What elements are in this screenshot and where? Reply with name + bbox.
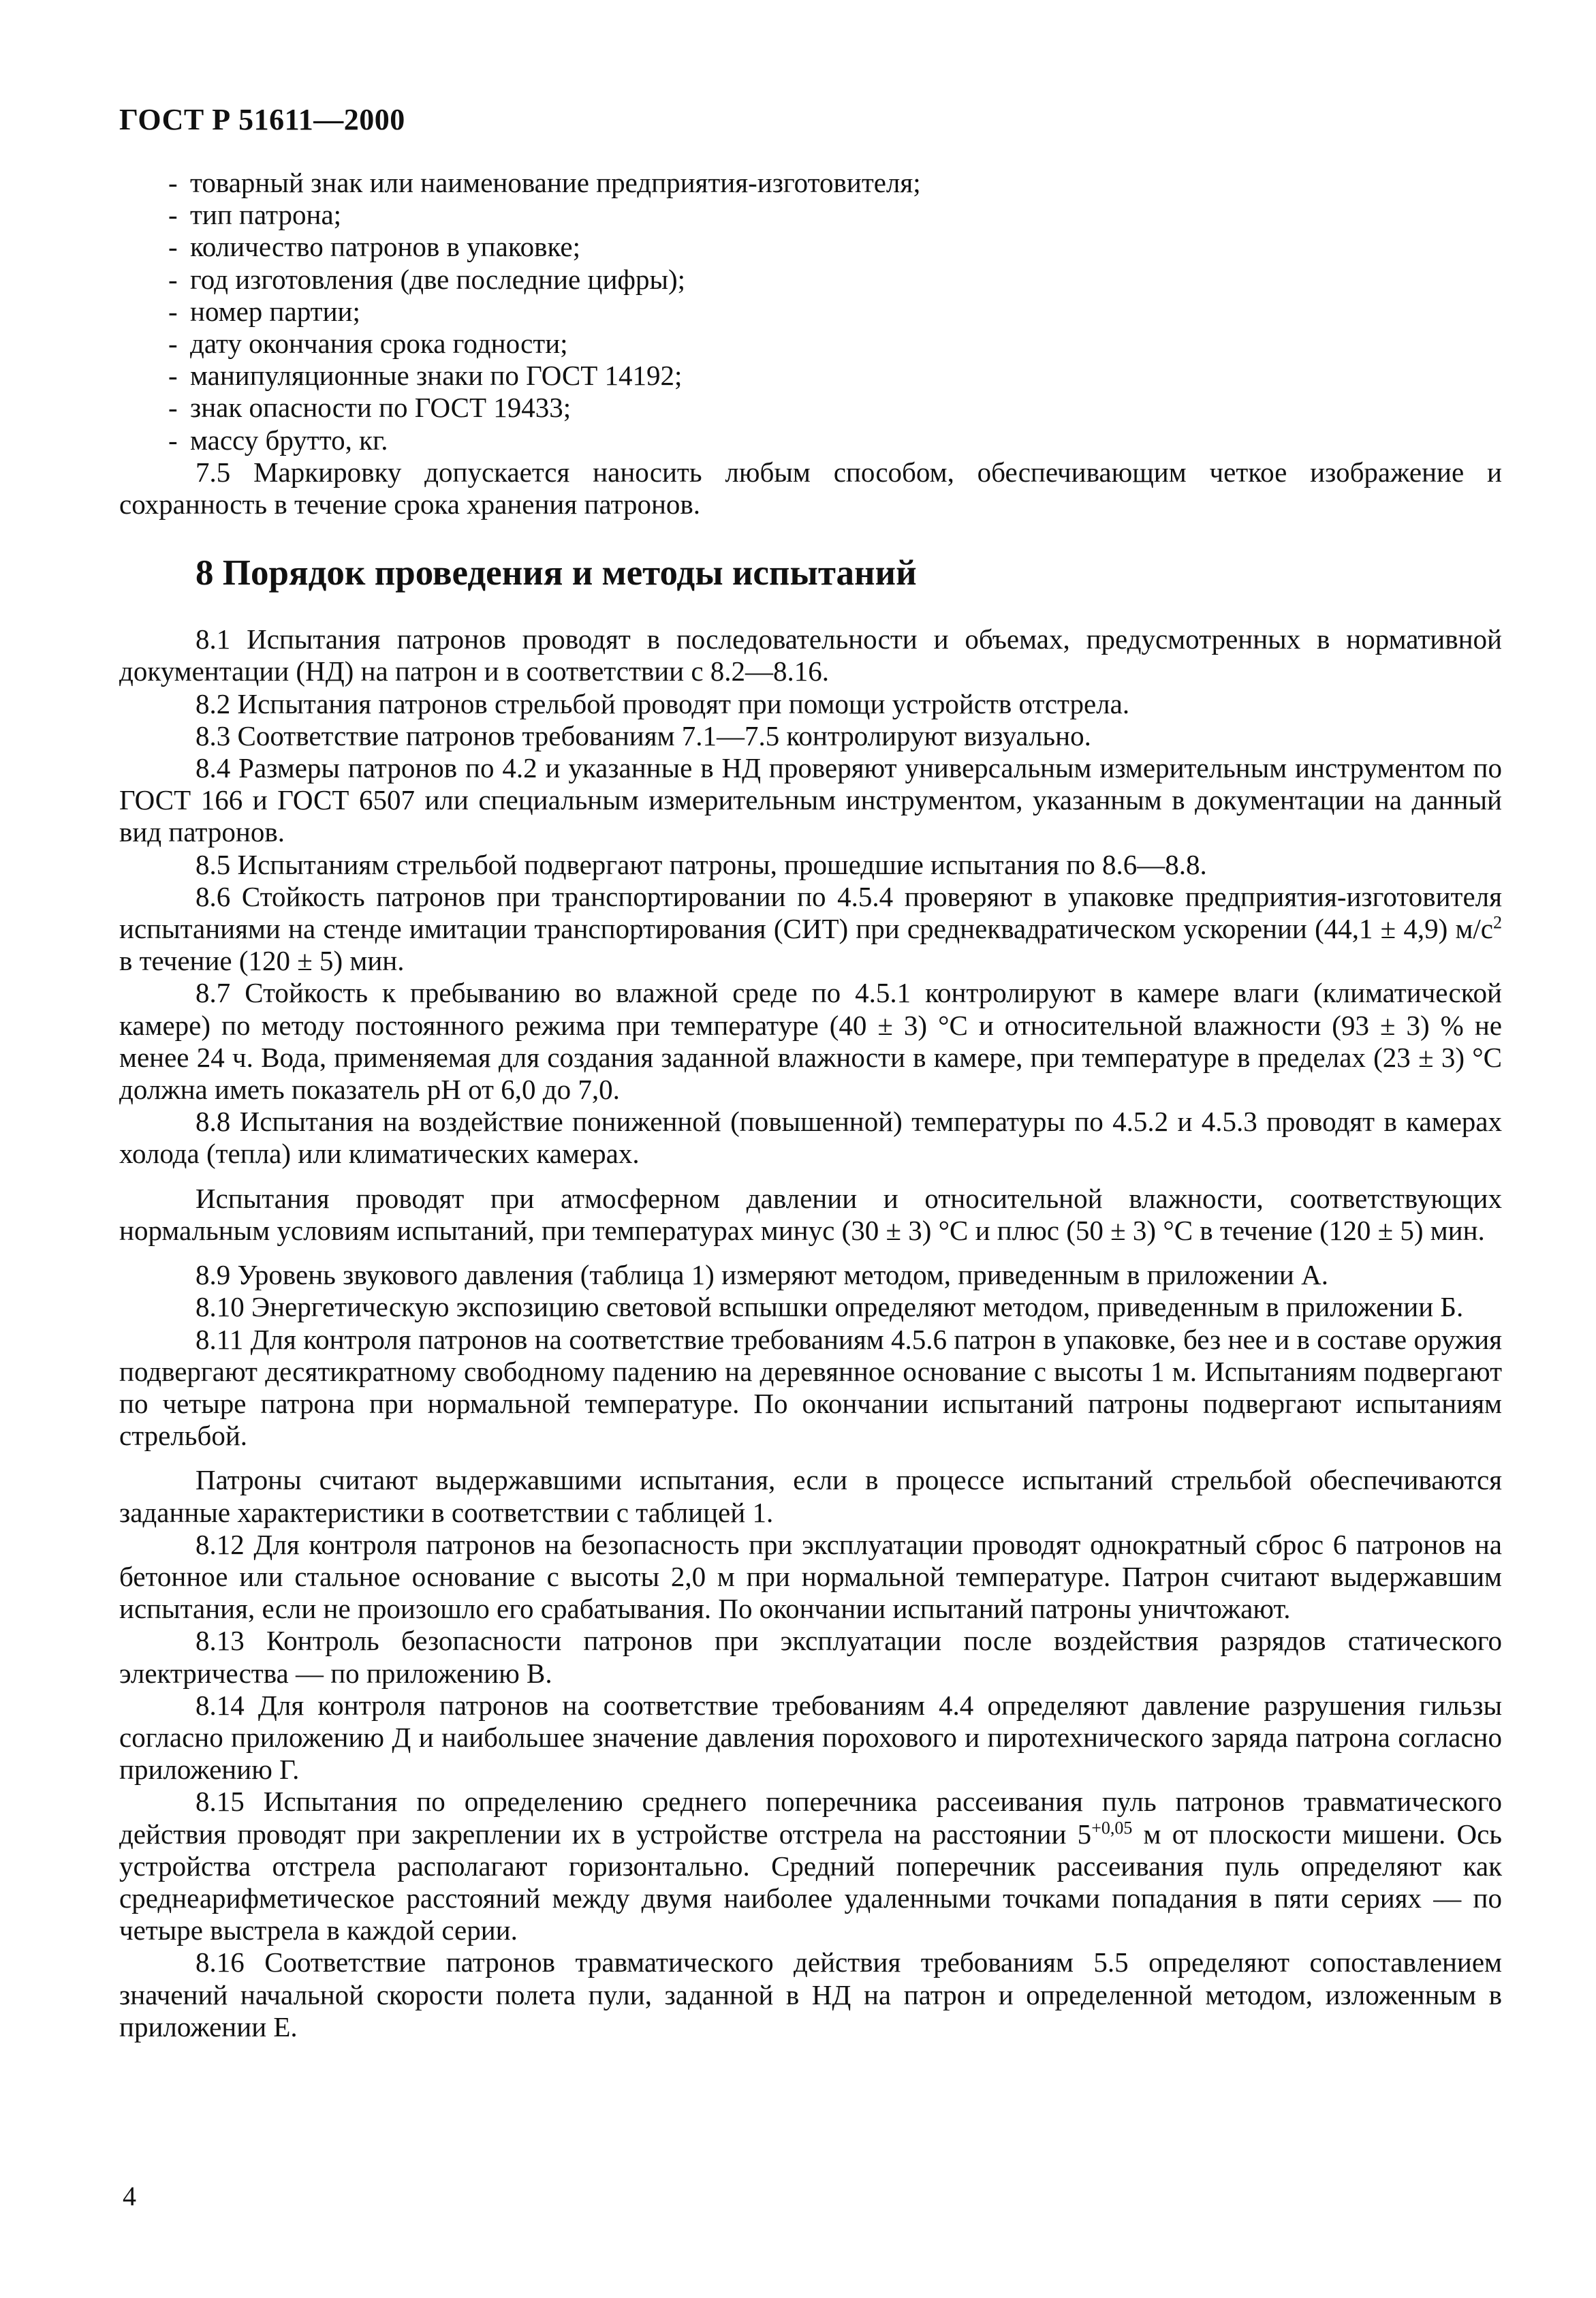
paragraph-8-6: 8.6 Стойкость патронов при транспортировании по 4.5.4 проверяют в упаковке предприятия-изготовителя испытаниями на стенде имитации транспортирования (СИТ) при среднеквадратическом ускорении (44,1 ± 4,9) $м/с^2$ в течение (120 ± 5) мин. [119, 880, 1502, 977]
paragraph-7-5: 7.5 Маркировку допускается наносить любым способом, обеспечивающим четкое изображение и сохранность в течение срока хранения патронов. [119, 456, 1502, 521]
document-body [119, 167, 1502, 2043]
spacer [119, 1170, 1502, 1183]
paragraph-8-5: 8.5 Испытаниям стрельбой подвергают патроны, прошедшие испытания по 8.6—8.8. [195, 848, 1207, 880]
list-item: - количество патронов в упаковке; [119, 231, 1502, 263]
paragraph-8-11-continued: Патроны считают выдержавшими испытания, если в процессе испытаний стрельбой обеспечиваются заданные характеристики в соответствии с таблицей 1. [119, 1464, 1502, 1528]
list-item: - дату окончания срока годности; [119, 328, 1502, 360]
section-title: 8 Порядок проведения и методы испытаний [195, 553, 917, 593]
paragraph-8-13: 8.13 Контроль безопасности патронов при эксплуатации после воздействия разрядов статического электричества — по приложению В. [119, 1625, 1502, 1689]
page-header: ГОСТ Р 51611—2000 [119, 103, 405, 136]
paragraph-8-8-continued: Испытания проводят при атмосферном давлении и относительной влажности, соответствующих нормальным условиям испытаний, при температурах минус (30 ± 3) °С и плюс (50 ± 3) °С в течение (120 ± 5) мин. [119, 1182, 1502, 1246]
paragraph-8-12: 8.12 Для контроля патронов на безопасность при эксплуатации проводят однократный сброс 6 патронов на бетонное или стальное основание с высоты 2,0 м при нормальной температуре. Патрон считают выдержавшим испытания, если не произошло его срабатывания. По окончании испытаний патроны уничтожают. [119, 1528, 1502, 1625]
spacer [119, 1247, 1502, 1259]
paragraph-8-2: 8.2 Испытания патронов стрельбой проводят при помощи устройств отстрела. [195, 687, 1130, 719]
marking-list [119, 167, 1502, 456]
paragraph-8-9: 8.9 Уровень звукового давления (таблица 1) измеряют методом, приведенным в приложении А. [195, 1259, 1328, 1291]
list-item: - номер партии; [119, 296, 1502, 328]
paragraph-8-8: 8.8 Испытания на воздействие пониженной (повышенной) температуры по 4.5.2 и 4.5.3 проводят в камерах холода (тепла) или климатических камерах. [119, 1106, 1502, 1170]
paragraph-8-1: 8.1 Испытания патронов проводят в последовательности и объемах, предусмотренных в нормативной документации (НД) на патрон и в соответствии с 8.2—8.16. [119, 623, 1502, 687]
list-item: - тип патрона; [119, 199, 1502, 231]
paragraph-8-10: 8.10 Энергетическую экспозицию световой вспышки определяют методом, приведенным в приложении Б. [195, 1291, 1464, 1323]
paragraph-8-7: 8.7 Стойкость к пребыванию во влажной среде по 4.5.1 контролируют в камере влаги (климатической камере) по методу постоянного режима при температуре (40 ± 3) °С и относительной влажности (93 ± 3) % не менее 24 ч. Вода, применяемая для создания заданной влажности в камере, при температуре в пределах (23 ± 3) °С должна иметь показатель pH от 6,0 до 7,0. [119, 977, 1502, 1106]
spacer [119, 1452, 1502, 1464]
paragraph-8-3: 8.3 Соответствие патронов требованиям 7.1—7.5 контролируют визуально. [195, 719, 1091, 751]
paragraph-8-15: 8.15 Испытания по определению среднего поперечника рассеивания пуль патронов травматического действия проводят при закреплении их в устройстве отстрела на расстоянии $5^{+0,05}$ м от плоскости мишени. Ось устройства отстрела располагают горизонтально. Средний поперечник рассеивания пуль определяют как среднеарифметическое расстояний между двумя наиболее удаленными точками попадания в пяти сериях — по четыре выстрела в каждой серии. [119, 1786, 1502, 1946]
list-item: - манипуляционные знаки по ГОСТ 14192; [119, 360, 1502, 392]
paragraph-8-16: 8.16 Соответствие патронов травматического действия требованиям 5.5 определяют сопоставлением значений начальной скорости полета пули, заданной в НД на патрон и определенной методом, изложенным в приложении Е. [119, 1946, 1502, 2043]
list-item: - знак опасности по ГОСТ 19433; [119, 392, 1502, 424]
paragraph-8-14: 8.14 Для контроля патронов на соответствие требованиям 4.4 определяют давление разрушения гильзы согласно приложению Д и наибольшее значение давления порохового и пиротехнического заряда патрона согласно приложению Г. [119, 1689, 1502, 1786]
list-item: - массу брутто, кг. [119, 424, 1502, 456]
list-item: - год изготовления (две последние цифры); [119, 264, 1502, 296]
list-item: - товарный знак или наименование предприятия-изготовителя; [119, 167, 1502, 199]
page-number: 4 [123, 2181, 136, 2211]
paragraph-8-11: 8.11 Для контроля патронов на соответствие требованиям 4.5.6 патрон в упаковке, без нее и в составе оружия подвергают десятикратному свободному падению на деревянное основание с высоты 1 м. Испытаниям подвергают по четыре патрона при нормальной температуре. По окончании испытаний патроны подвергают испытаниям стрельбой. [119, 1323, 1502, 1452]
paragraph-8-4: 8.4 Размеры патронов по 4.2 и указанные в НД проверяют универсальным измерительным инструментом по ГОСТ 166 и ГОСТ 6507 или специальным измерительным инструментом, указанным в документации на данный вид патронов. [119, 752, 1502, 848]
